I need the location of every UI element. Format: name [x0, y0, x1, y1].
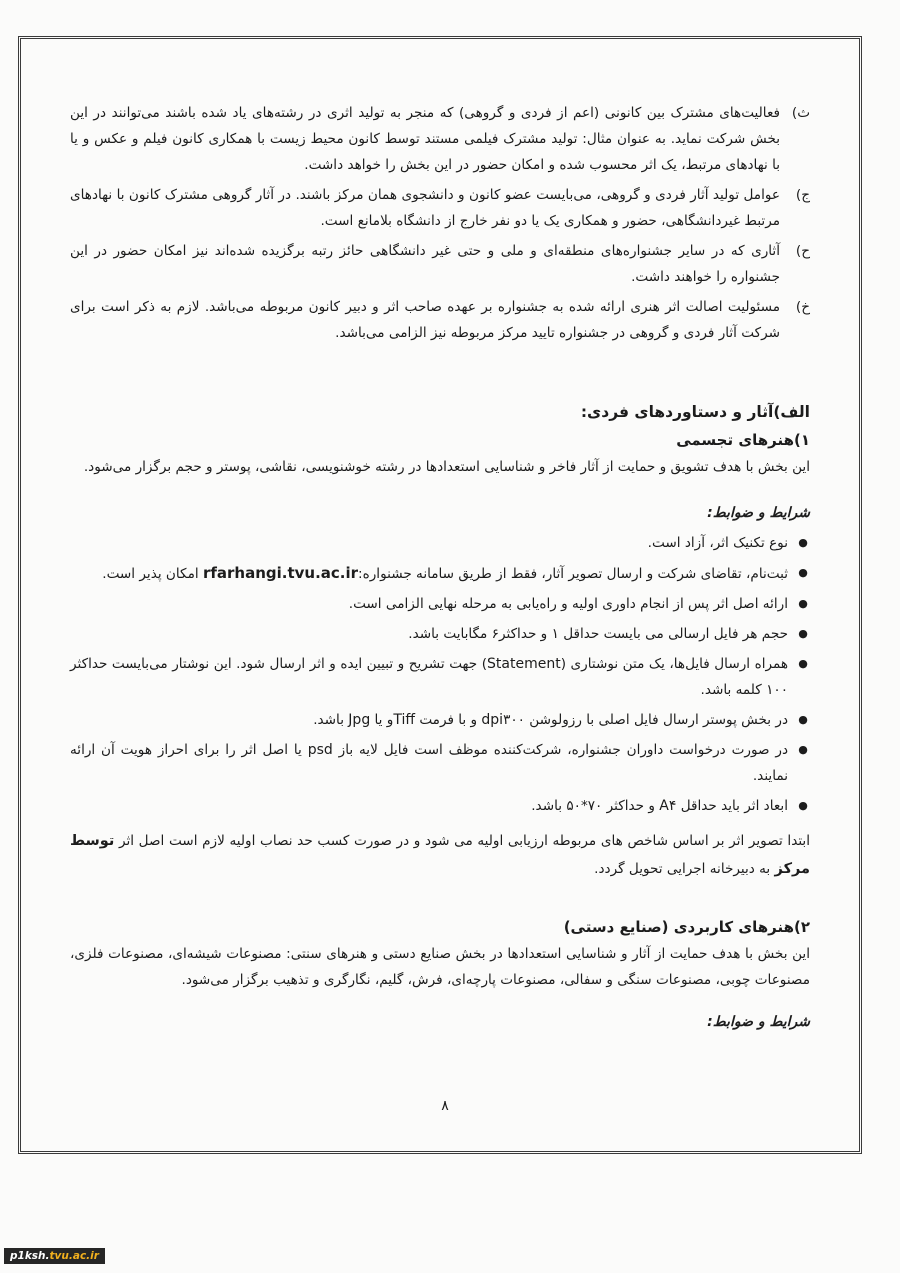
clause-letter: ح): [795, 243, 810, 259]
bullet-dot: ●: [798, 657, 808, 670]
evaluation-note-emphasis: توسط مرکز: [70, 833, 810, 877]
clause-he: [70, 238, 810, 290]
list-item-text: ارائه اصل اثر پس از انجام داوری اولیه و راه‌یابی به مرحله نهایی الزامی است.: [348, 596, 788, 612]
dpi-term: dpi: [481, 712, 504, 728]
list-item-text: همراه ارسال فایل‌ها، یک متن نوشتاری (: [560, 656, 788, 672]
list-item-text: امکان پذیر است.: [102, 566, 203, 582]
clause-text: عوامل تولید آثار فردی و گروهی، می‌بایست عضو کانون و دانشجوی همان مرکز باشند. در آثار گروهی مشترک کانون با نهادهای مرتبط غیردانشگاهی، حضور و همکاری یک یا دو نفر خارج از دانشگاه بلامانع است.: [70, 187, 780, 229]
subsection-heading-applied-arts: ۲)هنرهای کاربردی (صنایع دستی): [563, 918, 810, 936]
evaluation-note: [70, 827, 810, 883]
bullet-dot: ●: [798, 566, 808, 579]
clause-jim: [70, 182, 810, 234]
bullet-dot: ●: [798, 536, 808, 549]
clause-text: آثاری که در سایر جشنواره‌های منطقه‌ای و ملی و حتی غیر دانشگاهی حائز رتبه برگزیده شده‌اند نیز امکان حضور در این جشنواره را خواهند داشت.: [70, 243, 780, 285]
clause-text: فعالیت‌های مشترک بین کانونی (اعم از فردی و گروهی) که منجر به تولید اثری در رشته‌های یاد شده باشند می‌توانند در این بخش شرکت نماید. به عنوان مثال: تولید مشترک فیلمی مستند توسط کانون محیط زیست با همکاری کانون فیلم و عکس و یا با نهادهای مرتبط، یک اثر محسوب شده و امکان حضور در این بخش را خواهد داشت.: [70, 105, 780, 173]
list-item-text: ) جهت تشریح و تبیین ایده و اثر ارسال شود. این نوشتار می‌بایست حداکثر ۱۰۰ کلمه باشد.: [70, 656, 788, 698]
conditions-list: [70, 530, 810, 819]
document-body: [70, 100, 810, 1035]
bullet-dot: ●: [798, 597, 808, 610]
clause-letter: ج): [795, 187, 810, 203]
a4-term: A۴: [659, 798, 677, 814]
statement-term: Statement: [487, 656, 561, 672]
list-item-text: یا اصل اثر را برای احراز هویت آن ارائه نمایند.: [70, 742, 788, 784]
list-item-text: و حداکثر ۷۰*۵۰ باشد.: [531, 798, 660, 814]
clause-text: مسئولیت اصالت اثر هنری ارائه شده به جشنواره بر عهده صاحب اثر و دبیر کانون مربوطه می‌باشد. لازم به ذکر است برای شرکت آثار فردی و گروهی در جشنواره تایید مرکز مربوطه نیز الزامی می‌باشد.: [70, 299, 780, 341]
bullet-dot: ●: [798, 743, 808, 756]
list-item: [70, 591, 808, 617]
list-item-text: و یا: [370, 712, 394, 728]
stamp-domain: tvu.ac.ir: [49, 1250, 99, 1262]
clause-tha: [70, 100, 810, 178]
list-item-text: ثبت‌نام، تقاضای شرکت و ارسال تصویر آثار، فقط از طریق سامانه جشنواره:: [358, 566, 788, 582]
evaluation-note-text: ابتدا تصویر اثر بر اساس شاخص های مربوطه ارزیابی اولیه می شود و در صورت کسب حد نصاب اولیه لازم است اصل اثر: [114, 833, 810, 849]
evaluation-note-text: به دبیرخانه اجرایی تحویل گردد.: [594, 861, 775, 877]
jpg-term: Jpg: [348, 712, 371, 728]
list-item: [70, 737, 808, 789]
list-item: [70, 651, 808, 703]
festival-site-link[interactable]: rfarhangi.tvu.ac.ir: [202, 564, 359, 582]
stamp-text: p1ksh.: [10, 1250, 50, 1262]
subsection-heading-visual-arts: ۱)هنرهای تجسمی: [676, 431, 810, 449]
list-item: [70, 707, 808, 733]
bullet-dot: ●: [798, 799, 808, 812]
clause-letter: ث): [791, 105, 810, 121]
bullet-dot: ●: [798, 713, 808, 726]
list-item-text: ابعاد اثر باید حداقل: [676, 798, 788, 814]
conditions-label: شرایط و ضوابط:: [707, 505, 810, 521]
clause-letter: خ): [795, 299, 810, 315]
conditions-label: شرایط و ضوابط:: [707, 1014, 810, 1030]
list-item-text: در بخش پوستر ارسال فایل اصلی با رزولوشن ۳۰۰: [503, 712, 788, 728]
list-item: [70, 560, 808, 587]
list-item-text: حجم هر فایل ارسالی می بایست حداقل ۱ و حداکثر۶ مگابایت باشد.: [408, 626, 788, 642]
list-item: [70, 793, 808, 819]
clause-khe: [70, 294, 810, 346]
list-item: [70, 530, 808, 556]
page-number: ۸: [441, 1098, 449, 1114]
tiff-term: Tiff: [393, 712, 415, 728]
list-item-text: باشد.: [313, 712, 349, 728]
psd-term: psd: [307, 742, 333, 758]
list-item-text: و با فرمت: [415, 712, 482, 728]
bullet-dot: ●: [798, 627, 808, 640]
source-stamp: [4, 1248, 105, 1264]
section-heading-individual: الف)آثار و دستاوردهای فردی:: [580, 403, 810, 421]
list-item-text: در صورت درخواست داوران جشنواره، شرکت‌کننده موظف است فایل لایه باز: [332, 742, 789, 758]
list-item-text: نوع تکنیک اثر، آزاد است.: [647, 535, 788, 551]
applied-arts-intro: این بخش با هدف حمایت از آثار و شناسایی استعدادها در بخش صنایع دستی و هنرهای سنتی: مصنوعات شیشه‌ای، مصنوعات فلزی، مصنوعات چوبی، مصنوعات سنگی و سفالی، مصنوعات پارچه‌ای، فرش، گلیم، نگارگری و تذهیب برگزار می‌شود.: [70, 946, 810, 988]
list-item: [70, 621, 808, 647]
visual-arts-intro: این بخش با هدف تشویق و حمایت از آثار فاخر و شناسایی استعدادها در رشته خوشنویسی، نقاشی، پوستر و حجم برگزار می‌شود.: [83, 459, 810, 475]
